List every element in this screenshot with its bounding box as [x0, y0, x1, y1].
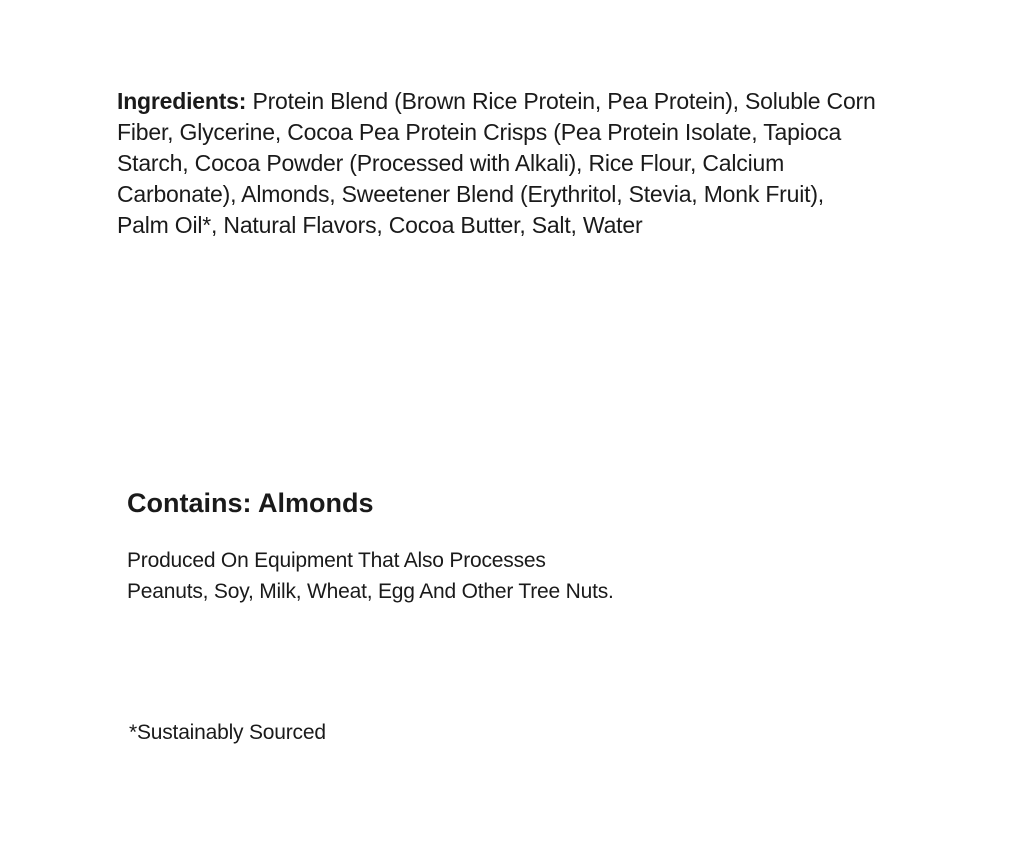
ingredients-text: Protein Blend (Brown Rice Protein, Pea Protein), Soluble Corn Fiber, Glycerine, Cocoa Pea Protein Crisps (Pea Protein Isolate, Tapioca Starch, Cocoa Powder (Processed with Alkali), Rice Flour, Calcium Carbonate), Almonds, Sweetener Blend (Erythritol, Stevia, Monk Fruit), Palm Oil*, Natural Flavors, Cocoa Butter, Salt, Water [117, 88, 876, 238]
processing-line-1: Produced On Equipment That Also Processes [127, 549, 546, 572]
processing-line-2: Peanuts, Soy, Milk, Wheat, Egg And Other Tree Nuts. [127, 580, 614, 603]
processing-statement [127, 545, 614, 607]
footnote: *Sustainably Sourced [129, 721, 326, 744]
ingredients-paragraph [117, 86, 877, 241]
ingredients-label: Ingredients: [117, 88, 247, 114]
contains-statement: Contains: Almonds [127, 488, 374, 518]
